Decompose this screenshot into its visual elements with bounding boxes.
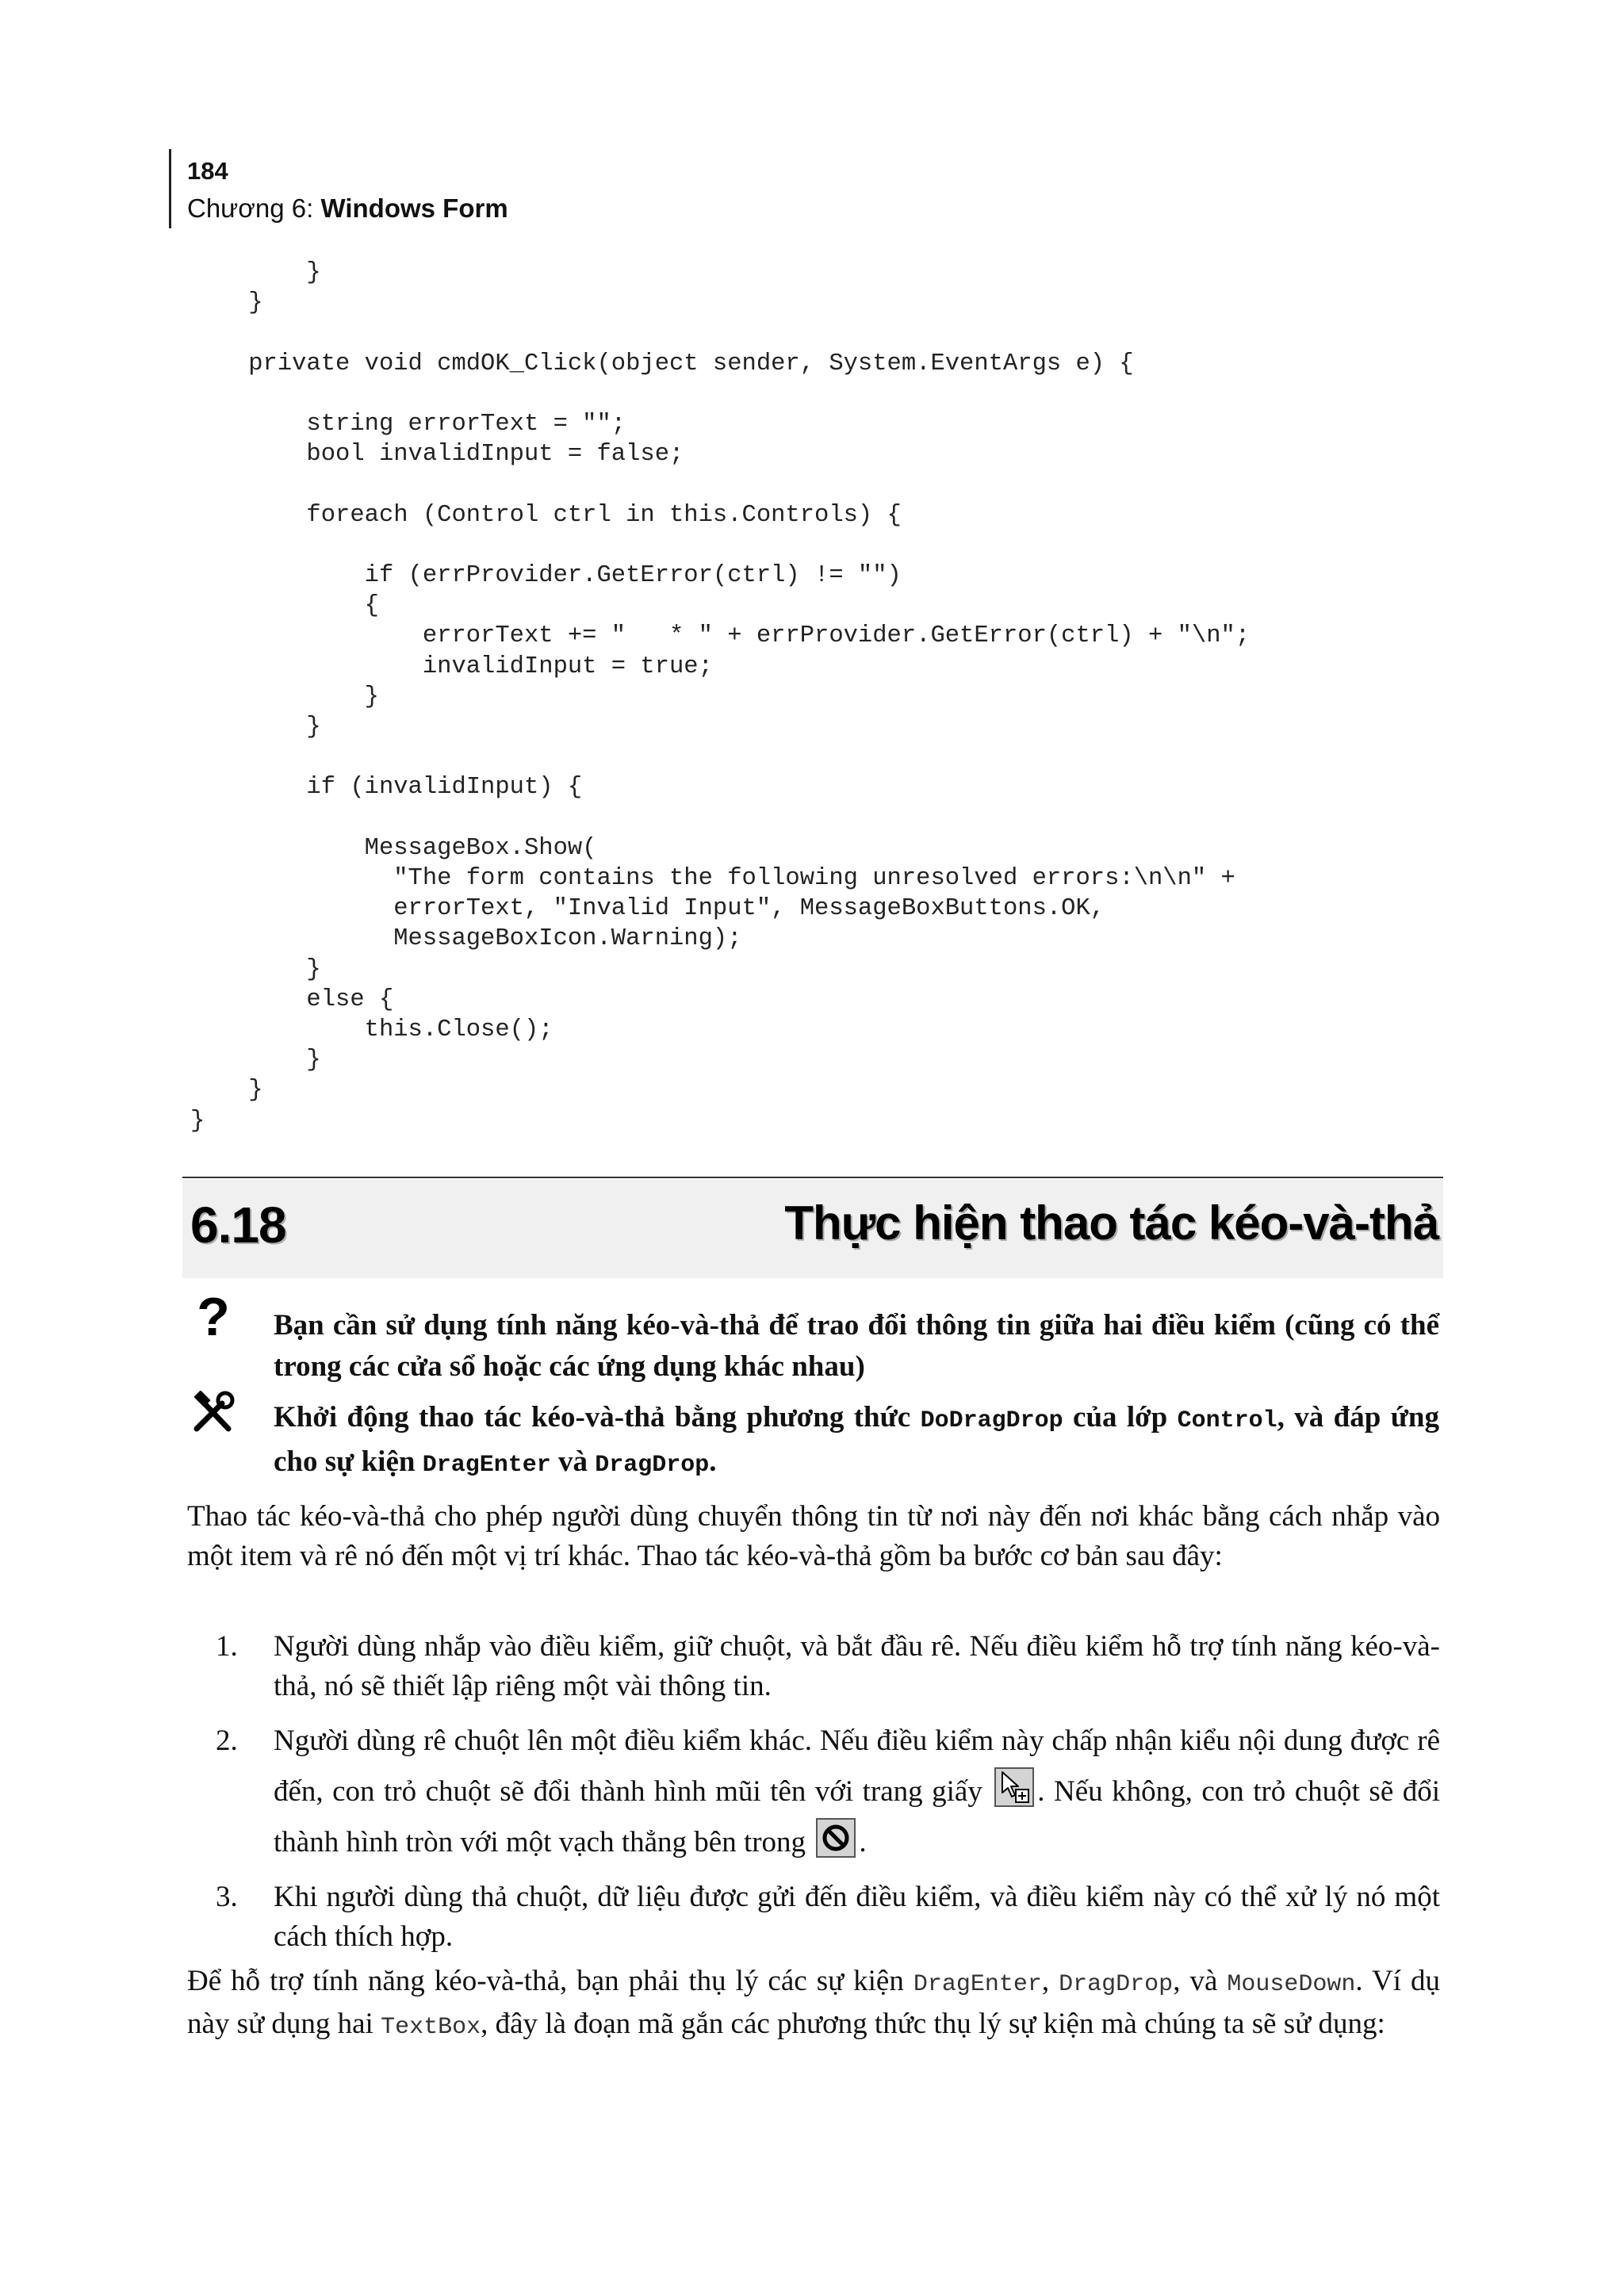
list-item <box>187 1878 1440 1957</box>
steps-list <box>187 1627 1440 1966</box>
code-line: } <box>190 289 263 317</box>
outro-text-1: Để hỗ trợ tính năng kéo-và-thả, bạn phải thụ lý các sự kiện <box>187 1965 914 1997</box>
code-line: } <box>190 955 321 983</box>
step-text-b: . Nếu không, con trỏ chuột sẽ đổi thành hình tròn với một vạch thẳng bên trong <box>274 1775 1440 1859</box>
chapter-title: Windows Form <box>320 193 508 223</box>
code-dragenter: DragEnter <box>422 1452 551 1479</box>
code-line: } <box>190 1047 321 1074</box>
code-dragdrop-inline: DragDrop <box>1059 1971 1174 1998</box>
solution-text-3: , và đáp ứng cho sự kiện <box>274 1401 1439 1478</box>
code-line: } <box>190 714 321 741</box>
code-line: MessageBoxIcon.Warning); <box>190 925 742 953</box>
step-text-a: Người dùng rê chuột lên một điều kiểm khác. Nếu điều kiểm này chấp nhận kiểu nội dung được rê đến, con trỏ chuột sẽ đổi thành hình mũi tên với trang giấy <box>274 1725 1440 1808</box>
svg-text:?: ? <box>197 1292 230 1342</box>
code-textbox-inline: TextBox <box>381 2014 481 2041</box>
code-line: bool invalidInput = false; <box>190 441 684 469</box>
section-title: Thực hiện thao tác kéo-và-thả <box>784 1196 1438 1250</box>
step-number: 3. <box>216 1881 238 1913</box>
code-mousedown-inline: MouseDown <box>1227 1971 1356 1998</box>
code-line: "The form contains the following unresolved errors:\n\n" + <box>190 865 1235 893</box>
outro-paragraph <box>187 1962 1440 2047</box>
code-line: errorText += " * " + errProvider.GetError(ctrl) + "\n"; <box>190 622 1251 650</box>
code-line: } <box>190 683 379 710</box>
section-number: 6.18 <box>190 1196 286 1254</box>
outro-text-5: , đây là đoạn mã gắn các phương thức thụ lý sự kiện mà chúng ta sẽ sử dụng: <box>481 2008 1385 2040</box>
code-line: } <box>190 259 321 286</box>
code-line: if (invalidInput) { <box>190 774 583 802</box>
code-line: else { <box>190 986 394 1013</box>
code-listing <box>190 258 1250 1136</box>
code-line: { <box>190 592 379 620</box>
intro-paragraph: Thao tác kéo-và-thả cho phép người dùng chuyển thông tin từ nơi này đến nơi khác bằng cách nhắp vào một item và rê nó đến một vị trí khác. Thao tác kéo-và-thả gồm ba bước cơ bản sau đây: <box>187 1500 1440 1572</box>
solution-text-4: và <box>550 1445 596 1478</box>
step-text: Khi người dùng thả chuột, dữ liệu được gửi đến điều kiểm, và điều kiểm này có thể xử lý nó một cách thích hợp. <box>274 1881 1440 1953</box>
code-dragenter-inline: DragEnter <box>913 1971 1042 1998</box>
step-text-c: . <box>859 1826 867 1859</box>
code-dodragdrop: DoDragDrop <box>920 1407 1063 1434</box>
page-number: 184 <box>187 157 228 185</box>
tools-icon <box>190 1391 236 1435</box>
code-line: foreach (Control ctrl in this.Controls) { <box>190 501 902 529</box>
code-dragdrop: DragDrop <box>595 1452 710 1479</box>
code-line: if (errProvider.GetError(ctrl) != "") <box>190 562 902 590</box>
solution-statement <box>274 1397 1439 1486</box>
code-line: MessageBox.Show( <box>190 834 597 862</box>
outro-text-4: . Ví dụ này sử dụng hai <box>187 1965 1440 2040</box>
code-line: } <box>190 1077 263 1104</box>
code-line: invalidInput = true; <box>190 653 713 680</box>
question-mark-icon <box>193 1292 233 1342</box>
solution-text-2: của lớp <box>1063 1401 1178 1434</box>
chapter-prefix: Chương 6: <box>187 193 321 223</box>
solution-text-5: . <box>709 1445 717 1478</box>
problem-statement: Bạn cần sử dụng tính năng kéo-và-thả để trao đổi thông tin giữa hai điều kiểm (cũng có thể trong các cửa sổ hoặc các ứng dụng khác nhau) <box>274 1309 1439 1383</box>
step-number: 1. <box>216 1630 238 1663</box>
chapter-heading <box>187 193 508 224</box>
list-item <box>187 1627 1440 1706</box>
code-line: string errorText = ""; <box>190 411 626 438</box>
section-rule <box>182 1177 1443 1178</box>
code-line: errorText, "Invalid Input", MessageBoxButtons.OK, <box>190 895 1105 923</box>
code-control: Control <box>1177 1407 1277 1434</box>
code-line: this.Close(); <box>190 1016 553 1044</box>
outro-text-2: , <box>1041 1965 1059 1997</box>
step-text: Người dùng nhắp vào điều kiểm, giữ chuột, và bắt đầu rê. Nếu điều kiểm hỗ trợ tính năng kéo-và-thả, nó sẽ thiết lập riêng một vài thông tin. <box>274 1630 1440 1702</box>
solution-text-1: Khởi động thao tác kéo-và-thả bằng phương thức <box>274 1401 921 1434</box>
step-number: 2. <box>216 1725 238 1757</box>
header-rule <box>169 149 171 228</box>
copy-cursor-icon <box>994 1767 1034 1807</box>
code-line: private void cmdOK_Click(object sender, System.EventArgs e) { <box>190 350 1134 377</box>
no-drop-cursor-icon <box>816 1818 856 1858</box>
outro-text-3: , và <box>1173 1965 1228 1997</box>
list-item <box>187 1716 1440 1868</box>
code-line: } <box>190 1107 205 1135</box>
